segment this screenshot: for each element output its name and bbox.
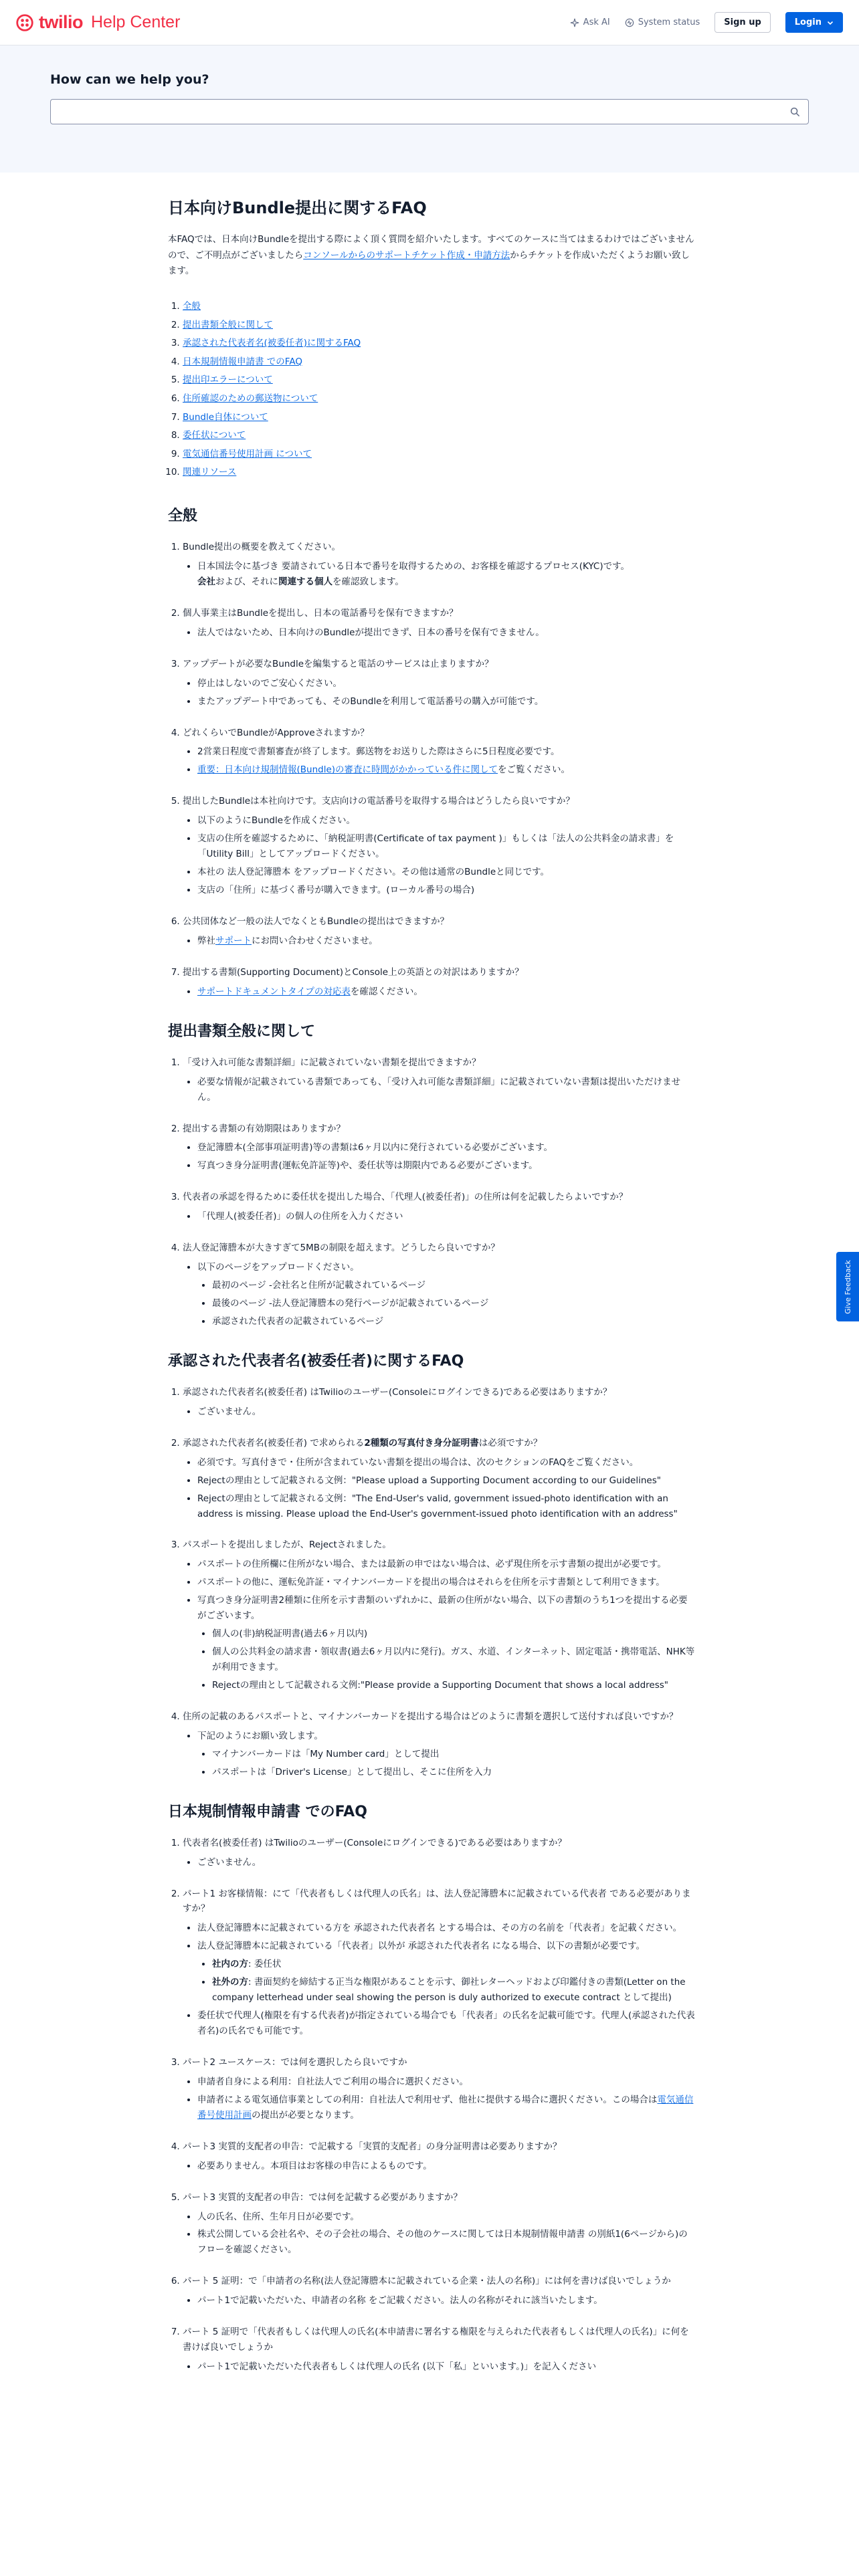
site-header xyxy=(0,0,859,45)
article-intro xyxy=(168,232,696,280)
brand-logo[interactable] xyxy=(16,12,180,33)
system-status-link[interactable] xyxy=(625,17,700,27)
answer: • またアップデート中であっても、そのBundleを利用して電話番号の購入が可能です。 xyxy=(197,694,696,710)
hero-title: How can we help you? xyxy=(50,72,209,87)
answer: • 本社の 法人登記簿謄本 をアップロードください。その他は通常のBundleと同じです。 xyxy=(197,865,696,880)
answer-bold: 社内の方 xyxy=(212,1959,248,1970)
answer: • Rejectの理由として記載される文例："Please upload a Supporting Document according to our Guidelines" xyxy=(197,1473,696,1489)
faq-item xyxy=(183,657,696,710)
status-icon xyxy=(625,18,634,27)
answer: • 支店の「住所」に基づく番号が購入できます。(ローカル番号の場合) xyxy=(197,883,696,898)
question: どれくらいでBundleがApproveされますか？ xyxy=(183,727,369,738)
answer-text: 下記のようにお願い致します。 xyxy=(197,1730,323,1741)
answer: • 委任状で代理人(権限を有する代表者)が指定されている場合でも「代表者」の氏名を記載可能です。代理人(承認された代表者名)の氏名でも可能です。 xyxy=(197,2008,696,2039)
section-title-regulatory: 日本規制情報申請書 でのFAQ xyxy=(168,1803,367,1820)
answer xyxy=(197,984,696,1000)
toc-link-regulatory[interactable]: 日本規制情報申請書 でのFAQ xyxy=(183,356,302,367)
answer: • 個人の(非)納税証明書(過去6ヶ月以内) xyxy=(212,1626,696,1642)
answer: • Rejectの理由として記載される文例："The End-User's valid, government issued-photo identification with an address is missing. Please upload the End-User's government-issued photo identification with an address" xyxy=(197,1491,696,1522)
table-of-contents xyxy=(168,300,696,480)
answer-text: をご覧ください。 xyxy=(498,764,571,776)
answer: • 申請者自身による利用：自社法人でご利用の場合に選択ください。 xyxy=(197,2074,696,2090)
answer: • 必須です。写真付きで・住所が含まれていない書類を提出の場合は、次のセクションのFAQをご覧ください。 xyxy=(197,1455,696,1471)
toc-item xyxy=(183,373,696,388)
login-button[interactable] xyxy=(785,12,843,33)
question: 個人事業主はBundleを提出し、日本の電話番号を保有できますか？ xyxy=(183,607,458,619)
question: パート 5 証明：で「申請者の名称(法人登記簿謄本に記載されている企業・法人の名称)」には何を書けば良いでしょうか xyxy=(183,2276,671,2287)
question: パート3 実質的支配者の申告：では何を記載する必要がありますか？ xyxy=(183,2191,462,2203)
faq-list-regulatory xyxy=(168,1836,696,2375)
toc-item xyxy=(183,336,696,351)
support-link[interactable]: サポート xyxy=(215,935,252,946)
answer xyxy=(197,762,696,778)
faq-item xyxy=(183,2139,696,2174)
faq-item xyxy=(183,1836,696,1870)
answer: • 以下のようにBundleを作成ください。 xyxy=(197,813,696,829)
answer: • 停止はしないのでご安心ください。 xyxy=(197,676,696,691)
chevron-down-icon xyxy=(827,19,834,26)
answer-text: 法人登記簿謄本に記載されている「代表者」以外が 承認された代表者名 になる場合、以下の書類が必要です。 xyxy=(197,1941,646,1952)
faq-item xyxy=(183,606,696,641)
question: パート3 実質的支配者の申告：で記載する「実質的支配者」の身分証明書は必要ありますか？ xyxy=(183,2141,562,2152)
answer xyxy=(197,1260,696,1329)
question: 公共団体など一般の法人でなくともBundleの提出はできますか？ xyxy=(183,916,449,927)
faq-item xyxy=(183,965,696,1000)
faq-item xyxy=(183,1241,696,1329)
sparkle-icon xyxy=(570,18,579,27)
section-title-representative: 承認された代表者名(被委任者)に関するFAQ xyxy=(168,1352,464,1370)
question xyxy=(183,1438,542,1448)
search-box xyxy=(50,99,809,124)
answer: • 「代理人(被委任者)」の個人の住所を入力ください xyxy=(197,1209,696,1224)
faq-item xyxy=(183,1385,696,1420)
question-bold: 2種類の写真付き身分証明書 xyxy=(364,1437,479,1448)
answer: • 個人の公共料金の請求書・領収書(過去6ヶ月以内に発行)。ガス、水道、インターネット、固定電話・携帯電話、NHK等が利用できます。 xyxy=(212,1644,696,1675)
answer-text: 以下のページをアップロードください。 xyxy=(197,1262,359,1273)
faq-item xyxy=(183,1887,696,2039)
toc-link-number-plan[interactable]: 電気通信番号使用計画 について xyxy=(183,448,312,459)
answer-text: 写真つき身分証明書2種類に住所を示す書類のいずれかに、最新の住所がない場合、以下の書類のうち1つを提出する必要がございます。 xyxy=(197,1595,688,1622)
answer xyxy=(212,1957,696,1972)
hero-search-section xyxy=(0,45,859,173)
faq-item xyxy=(183,1537,696,1693)
answer: • パスポートは「Driver's License」として提出し、そこに住所を入力 xyxy=(212,1765,696,1780)
answer-text: 申請者による電気通信事業としての利用：自社法人で利用せず、他社に提供する場合に選択ください。この場合は xyxy=(197,2094,658,2105)
intro-text: 本FAQでは、日本向けBundleを提出する際によく頂く質問を紹介いたします。すべてのケースに当てはまるわけではございませんので、ご不明点がございましたら xyxy=(168,234,694,261)
question: パート 5 証明で「代表者もしくは代理人の氏名(本申請書に署名する権限を与えられた代表者もしくは代理人の氏名)」に何を書けば良いでしょうか xyxy=(183,2327,689,2353)
toc-link-representative[interactable]: 承認された代表者名(被委任者)に関するFAQ xyxy=(183,338,361,349)
question: Bundle提出の概要を教えてください。 xyxy=(183,542,341,552)
faq-item xyxy=(183,794,696,898)
ask-ai-label: Ask AI xyxy=(583,17,610,27)
answer: • 法人ではないため、日本向けのBundleが提出できず、日本の番号を保有できません。 xyxy=(197,625,696,641)
login-label: Login xyxy=(794,17,822,27)
toc-link-poa[interactable]: 委任状について xyxy=(183,430,246,441)
faq-item xyxy=(183,1121,696,1174)
toc-link-resources[interactable]: 関連リソース xyxy=(183,467,237,478)
faq-item xyxy=(183,726,696,778)
answer: • 法人登記簿謄本に記載されている方を 承認された代表者名 とする場合は、その方の名前を「代表者」を記載ください。 xyxy=(197,1921,696,1936)
toc-item xyxy=(183,318,696,333)
answer: • 承認された代表者の記載されているページ xyxy=(212,1314,696,1329)
faq-list-documents xyxy=(168,1055,696,1329)
review-delay-link[interactable]: 重要：日本向け規制情報(Bundle)の審査に時間がかかっている件に関して xyxy=(197,764,498,776)
signup-button[interactable]: Sign up xyxy=(714,12,770,33)
answer: • 写真つき身分証明書(運転免許証等)や、委任状等は期限内である必要がございます。 xyxy=(197,1158,696,1174)
toc-link-mail[interactable]: 住所確認のための郵送物について xyxy=(183,393,318,405)
faq-item xyxy=(183,2190,696,2258)
question: 「受け入れ可能な書類詳細」に記載されていない書類を提出できますか？ xyxy=(183,1057,481,1068)
toc-item xyxy=(183,392,696,407)
section-title-general: 全般 xyxy=(168,508,198,524)
answer xyxy=(212,1975,696,2006)
question: パスポートを提出しましたが、Rejectされました。 xyxy=(183,1539,391,1551)
answer: • マイナンバーカードは「My Number card」として提出 xyxy=(212,1747,696,1762)
answer-text: にお問い合わせくださいませ。 xyxy=(252,935,378,946)
question: 承認された代表者名(被委任者) はTwilioのユーザー(Consoleにログインできる)である必要はありますか？ xyxy=(183,1386,612,1398)
ask-ai-link[interactable] xyxy=(570,17,610,27)
question: 提出したBundleは本社向けです。支店向けの電話番号を取得する場合はどうしたら良いですか？ xyxy=(183,796,575,807)
answer-bold: 会社 xyxy=(197,576,215,587)
give-feedback-button[interactable] xyxy=(836,1252,859,1321)
answer xyxy=(197,2092,696,2123)
toc-item xyxy=(183,465,696,480)
faq-item xyxy=(183,2055,696,2123)
toc-item xyxy=(183,429,696,443)
faq-list-general xyxy=(168,540,696,1000)
question: パート2 ユースケース：では何を選択したら良いですか xyxy=(183,2056,407,2068)
question: パート1 お客様情報：にて「代表者もしくは代理人の氏名」は、法人登記簿謄本に記載されている代表者 である必要がありますか？ xyxy=(183,1888,691,1915)
answer-text: 日本国法令に基づき 要請されている日本で番号を取得するための、お客様を確認するプロセス(KYC)です。 xyxy=(197,560,630,572)
answer xyxy=(197,934,696,949)
question: 提出する書類の有効期限はありますか？ xyxy=(183,1123,345,1134)
question: 代表者の承認を得るために委任状を提出した場合、「代理人(被委任者)」の住所は何を記載したらよいですか？ xyxy=(183,1192,628,1203)
answer-text: 弊社 xyxy=(197,935,215,946)
answer: • 2営業日程度で書類審査が終了します。郵送物をお送りした際はさらに5日程度必要です。 xyxy=(197,744,696,760)
search-icon[interactable] xyxy=(790,107,800,117)
answer: • Rejectの理由として記載される文例:"Please provide a Supporting Document that shows a local address" xyxy=(212,1678,696,1693)
answer-text: : 書面契約を締結する正当な権限があることを示す、御社レターヘッドおよび印鑑付きの書類(Letter on the company letterhead under seal showing the person is duly authorized to execute contract として提出) xyxy=(212,1977,686,2004)
number-plan-link[interactable]: 電気通信番号使用計画 xyxy=(197,2094,694,2121)
answer-text: : 委任状 xyxy=(248,1959,282,1970)
brand-name: twilio xyxy=(39,12,83,32)
answer: • 最後のページ -法人登記簿謄本の発行ページが記載されているページ xyxy=(212,1296,696,1311)
answer: • パスポートの他に、運転免許証・マイナンバーカードを提出の場合はそれらを住所を示す書類として利用できます。 xyxy=(197,1575,696,1590)
answer-text: を確認ください。 xyxy=(350,986,423,997)
question-text: は必須ですか？ xyxy=(478,1437,543,1448)
toc-item xyxy=(183,300,696,314)
answer: • パート1で記載いただいた代表者もしくは代理人の氏名 (以下「私」といいます。)」を記入ください xyxy=(197,2359,696,2375)
faq-item xyxy=(183,1190,696,1224)
answer: • 最初のページ -会社名と住所が記載されているページ xyxy=(212,1278,696,1293)
toc-link-general[interactable]: 全般 xyxy=(183,301,201,312)
faq-item xyxy=(183,2274,696,2309)
answer-text: を確認致します。 xyxy=(332,576,404,587)
toc-item xyxy=(183,411,696,425)
article xyxy=(168,173,696,2375)
faq-item xyxy=(183,2325,696,2375)
question: 提出する書類(Supporting Document)とConsole上の英語との対訳はありますか？ xyxy=(183,966,524,978)
faq-item xyxy=(183,1709,696,1780)
faq-item xyxy=(183,914,696,949)
answer: • ございません。 xyxy=(197,1855,696,1870)
support-ticket-link[interactable]: コンソールからのサポートチケット作成・申請方法 xyxy=(303,249,510,261)
toc-link-documents[interactable]: 提出書類全般に関して xyxy=(183,319,273,330)
toc-item xyxy=(183,355,696,370)
faq-list-representative xyxy=(168,1385,696,1780)
answer: • 必要ありません。本項目はお客様の申告によるものです。 xyxy=(197,2159,696,2174)
answer-bold: 関連する個人 xyxy=(278,576,332,587)
answer: • パスポートの住所欄に住所がない場合、または最新の申ではない場合は、必ず現住所を示す書類の提出が必要です。 xyxy=(197,1557,696,1572)
give-feedback-label: Give Feedback xyxy=(843,1259,852,1314)
question: 住所の記載のあるパスポートと、マイナンバーカードを提出する場合はどのように書類を選択して送付すれば良いですか？ xyxy=(183,1711,678,1722)
question-text: 承認された代表者名(被委任者) で求められる xyxy=(183,1437,365,1448)
answer: • 人の氏名、住所、生年月日が必要です。 xyxy=(197,2210,696,2225)
search-input[interactable] xyxy=(51,100,808,124)
faq-item xyxy=(183,1436,696,1522)
answer: • 登記簿謄本(全部事項証明書)等の書類は6ヶ月以内に発行されている必要がございます。 xyxy=(197,1140,696,1156)
question: 代表者名(被委任者) はTwilioのユーザー(Consoleにログインできる)である必要はありますか？ xyxy=(183,1837,567,1848)
answer: • 必要な情報が記載されている書類であっても、「受け入れ可能な書類詳細」に記載されていない書類は提出いただけません。 xyxy=(197,1075,696,1105)
toc-link-errors[interactable]: 提出印エラーについて xyxy=(183,374,273,386)
document-type-table-link[interactable]: サポートドキュメントタイプの対応表 xyxy=(197,986,351,997)
answer: • ございません。 xyxy=(197,1404,696,1420)
intro-text-end: からチケットを作成いただくようお願い致します。 xyxy=(168,249,690,277)
answer: • パート1で記載いただいた、申請者の名称 をご記載ください。法人の名称がそれに該当いたします。 xyxy=(197,2293,696,2309)
toc-item xyxy=(183,447,696,462)
article-title: 日本向けBundle提出に関するFAQ xyxy=(168,199,427,217)
answer-bold: 社外の方 xyxy=(212,1977,248,1988)
toc-link-bundle[interactable]: Bundle自体について xyxy=(183,411,268,423)
question: アップデートが必要なBundleを編集すると電話のサービスは止まりますか？ xyxy=(183,658,494,669)
answer: • 株式公開している会社名や、その子会社の場合、その他のケースに関しては日本規制情報申請書 の別紙1(6ページから)のフローを確認ください。 xyxy=(197,2227,696,2258)
answer xyxy=(197,1593,696,1693)
answer xyxy=(197,559,696,590)
answer: • 支店の住所を確認するために、「納税証明書(Certificate of tax payment )」もしくは「法人の公共料金の請求書」を「Utility Bill」としてアップロードください。 xyxy=(197,831,696,862)
faq-item xyxy=(183,540,696,590)
product-name: Help Center xyxy=(91,13,181,31)
twilio-logo-icon xyxy=(16,14,33,31)
answer-text: の提出が必要となります。 xyxy=(252,2109,359,2121)
answer-text: および、それに xyxy=(215,576,278,587)
answer xyxy=(197,1729,696,1780)
question: 法人登記簿謄本が大きすぎて5MBの制限を超えます。どうしたら良いですか？ xyxy=(183,1243,500,1254)
answer xyxy=(197,1939,696,2006)
section-title-documents: 提出書類全般に関して xyxy=(168,1023,316,1040)
faq-item xyxy=(183,1055,696,1105)
system-status-label: System status xyxy=(638,17,700,27)
